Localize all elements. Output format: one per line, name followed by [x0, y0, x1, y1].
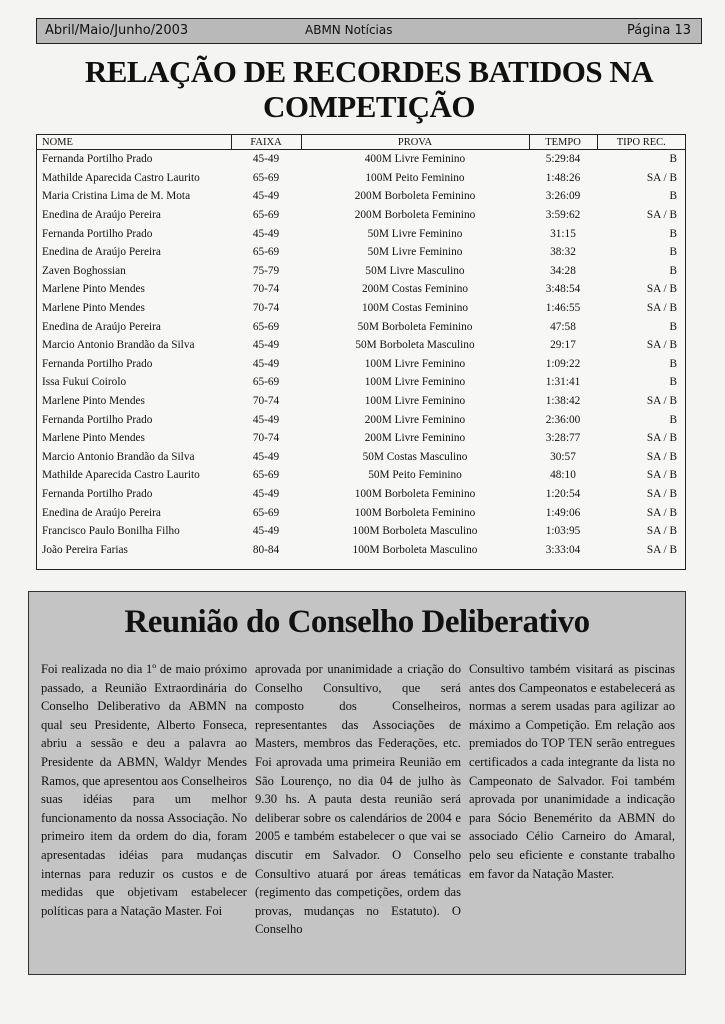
table-row [37, 522, 685, 541]
cell-nome: Fernanda Portilho Prado [42, 357, 153, 370]
cell-tipo: SA / B [646, 487, 677, 500]
cell-faixa: 65-69 [252, 209, 280, 222]
table-row [37, 429, 685, 448]
cell-tipo: SA / B [646, 525, 677, 538]
cell-tipo: B [669, 190, 677, 203]
cell-nome: Fernanda Portilho Prado [42, 487, 153, 500]
cell-prova: 200M Borboleta Feminino [354, 190, 476, 203]
cell-prova: 100M Livre Feminino [364, 376, 466, 389]
cell-tipo: B [669, 413, 677, 426]
cell-faixa: 70-74 [252, 283, 280, 296]
cell-tempo: 2:36:00 [545, 413, 581, 426]
cell-nome: Issa Fukui Coirolo [42, 376, 127, 389]
table-row [37, 262, 685, 281]
cell-tempo: 1:48:26 [545, 171, 581, 184]
cell-nome: Francisco Paulo Bonilha Filho [42, 525, 180, 538]
cell-faixa: 75-79 [252, 264, 280, 277]
cell-prova: 100M Borboleta Feminino [354, 487, 476, 500]
publication-name: ABMN Notícias [305, 23, 393, 37]
page-header [36, 18, 702, 44]
cell-prova: 100M Peito Feminino [365, 171, 465, 184]
table-row [37, 169, 685, 188]
cell-tempo: 1:46:55 [545, 302, 581, 315]
cell-faixa: 45-49 [252, 487, 280, 500]
cell-tipo: SA / B [646, 506, 677, 519]
table-row [37, 392, 685, 411]
article-column-3: Consultivo também visitará as piscinas antes dos Campeonatos e estabelecerá as normas a serem usadas para agilizar ao máximo a Competição. Em relação aos premiados do TOP TEN serão entregues certificados a cada integrante da lista no Campeonato de Salvador. Foi também aprovada por unanimidade a indicação para Sócio Benemérito da ABMN do associado Célio Carneiro do Amaral, pelo seu eficiente e constante trabalho em favor da Natação Master. [469, 662, 675, 881]
article-panel [28, 591, 686, 975]
cell-nome: Marlene Pinto Mendes [42, 395, 145, 408]
cell-nome: Zaven Boghossian [42, 264, 126, 277]
table-row [37, 373, 685, 392]
cell-prova: 100M Livre Feminino [364, 357, 466, 370]
cell-prova: 100M Livre Feminino [364, 395, 466, 408]
cell-prova: 400M Livre Feminino [364, 153, 466, 166]
col-header-tempo: TEMPO [529, 135, 597, 150]
table-row [37, 540, 685, 559]
cell-tipo: B [669, 357, 677, 370]
cell-faixa: 70-74 [252, 432, 280, 445]
cell-nome: João Pereira Farias [42, 543, 128, 556]
cell-tempo: 48:10 [550, 469, 576, 482]
cell-tipo: B [669, 264, 677, 277]
cell-faixa: 65-69 [252, 320, 280, 333]
cell-tempo: 38:32 [550, 246, 576, 259]
table-row [37, 448, 685, 467]
records-table-body [37, 150, 685, 560]
cell-tempo: 1:31:41 [545, 376, 581, 389]
cell-tipo: SA / B [646, 432, 677, 445]
cell-tipo: SA / B [646, 543, 677, 556]
cell-tipo: SA / B [646, 209, 677, 222]
cell-nome: Enedina de Araújo Pereira [42, 320, 161, 333]
cell-tipo: SA / B [646, 450, 677, 463]
cell-tipo: SA / B [646, 339, 677, 352]
table-header-row [37, 135, 685, 150]
cell-faixa: 65-69 [252, 506, 280, 519]
cell-nome: Marcio Antonio Brandão da Silva [42, 450, 195, 463]
col-header-prova: PROVA [301, 135, 529, 150]
table-row [37, 355, 685, 374]
cell-tempo: 3:33:04 [545, 543, 581, 556]
cell-prova: 50M Peito Feminino [368, 469, 462, 482]
cell-tempo: 31:15 [550, 227, 576, 240]
cell-faixa: 65-69 [252, 376, 280, 389]
cell-faixa: 45-49 [252, 227, 280, 240]
cell-tipo: SA / B [646, 395, 677, 408]
cell-nome: Fernanda Portilho Prado [42, 227, 153, 240]
title-line-1: RELAÇÃO DE RECORDES BATIDOS NA [84, 54, 654, 89]
cell-tempo: 1:03:95 [545, 525, 581, 538]
cell-tipo: B [669, 320, 677, 333]
table-row [37, 485, 685, 504]
col-header-nome: NOME [37, 135, 231, 150]
cell-faixa: 70-74 [252, 302, 280, 315]
cell-tempo: 5:29:84 [545, 153, 581, 166]
cell-faixa: 80-84 [252, 543, 280, 556]
cell-faixa: 45-49 [252, 153, 280, 166]
cell-faixa: 65-69 [252, 171, 280, 184]
cell-prova: 200M Livre Feminino [364, 413, 466, 426]
cell-prova: 50M Costas Masculino [362, 450, 468, 463]
cell-faixa: 45-49 [252, 339, 280, 352]
cell-faixa: 45-49 [252, 450, 280, 463]
cell-nome: Mathilde Aparecida Castro Laurito [42, 171, 200, 184]
records-table [37, 135, 685, 559]
col-header-tipo: TIPO REC. [597, 135, 685, 150]
issue-date: Abril/Maio/Junho/2003 [45, 23, 189, 38]
page-number: Página 13 [627, 23, 691, 38]
cell-faixa: 45-49 [252, 525, 280, 538]
cell-nome: Fernanda Portilho Prado [42, 413, 153, 426]
cell-tipo: SA / B [646, 283, 677, 296]
cell-tipo: SA / B [646, 171, 677, 184]
cell-tempo: 1:38:42 [545, 395, 581, 408]
cell-prova: 50M Livre Masculino [365, 264, 465, 277]
table-row [37, 243, 685, 262]
article-column-2: aprovada por unanimidade a criação do Conselho Consultivo, que será composto dos Conselheiros, representantes das Associações de Masters, membros das Federações, etc. Foi aprovada uma primeira Reunião em São Lourenço, no dia 04 de julho às 9.30 hs. A pauta desta reunião será deliberar sobre os calendários de 2004 e 2005 e também estabelecer o que vai se discutir em Salvador. O Conselho Consultivo atuará por áreas temáticas (regimento das competições, ordem das provas, mudanças no Estatuto). O Conselho [255, 662, 461, 937]
cell-prova: 100M Costas Feminino [361, 302, 469, 315]
cell-tipo: B [669, 246, 677, 259]
article-columns [41, 660, 675, 939]
table-row [37, 150, 685, 169]
cell-tipo: B [669, 153, 677, 166]
table-row [37, 336, 685, 355]
cell-prova: 50M Borboleta Masculino [355, 339, 475, 352]
cell-tempo: 1:09:22 [545, 357, 581, 370]
table-row [37, 503, 685, 522]
cell-tempo: 3:59:62 [545, 209, 581, 222]
cell-faixa: 65-69 [252, 246, 280, 259]
cell-nome: Enedina de Araújo Pereira [42, 246, 161, 259]
cell-nome: Enedina de Araújo Pereira [42, 506, 161, 519]
cell-tempo: 30:57 [550, 450, 576, 463]
table-row [37, 410, 685, 429]
cell-prova: 100M Borboleta Feminino [354, 506, 476, 519]
cell-prova: 100M Borboleta Masculino [352, 543, 478, 556]
cell-nome: Enedina de Araújo Pereira [42, 209, 161, 222]
cell-prova: 50M Livre Feminino [367, 227, 463, 240]
cell-tempo: 1:20:54 [545, 487, 581, 500]
cell-prova: 50M Livre Feminino [367, 246, 463, 259]
cell-prova: 50M Borboleta Feminino [357, 320, 473, 333]
cell-nome: Marcio Antonio Brandão da Silva [42, 339, 195, 352]
cell-prova: 100M Borboleta Masculino [352, 525, 478, 538]
title-line-2: COMPETIÇÃO [263, 89, 475, 124]
cell-tempo: 34:28 [550, 264, 576, 277]
cell-tempo: 3:28:77 [545, 432, 581, 445]
cell-nome: Maria Cristina Lima de M. Mota [42, 190, 191, 203]
cell-prova: 200M Borboleta Feminino [354, 209, 476, 222]
cell-tipo: SA / B [646, 469, 677, 482]
cell-nome: Marlene Pinto Mendes [42, 302, 145, 315]
table-row [37, 280, 685, 299]
cell-faixa: 45-49 [252, 190, 280, 203]
cell-faixa: 70-74 [252, 395, 280, 408]
col-header-faixa: FAIXA [231, 135, 301, 150]
cell-tempo: 1:49:06 [545, 506, 581, 519]
cell-prova: 200M Livre Feminino [364, 432, 466, 445]
cell-tipo: B [669, 227, 677, 240]
cell-faixa: 65-69 [252, 469, 280, 482]
records-table-box [36, 134, 686, 570]
cell-nome: Mathilde Aparecida Castro Laurito [42, 469, 200, 482]
article-column-1: Foi realizada no dia 1º de maio próximo passado, a Reunião Extraordinária do Conselho Deliberativo da ABMN na qual seu Presidente, Alberto Fonseca, abriu a sessão e deu a palavra ao Presidente da ABMN, Waldyr Mendes Ramos, que apresentou aos Conselheiros suas idéias para um melhor funcionamento da nossa Associação. No primeiro item da ordem do dia, foram apresentadas idéias para mudanças internas para reduzir os custos e de medidas que objetivam estabelecer políticas para a Natação Master. Foi [41, 662, 248, 918]
table-row [37, 206, 685, 225]
cell-prova: 200M Costas Feminino [361, 283, 469, 296]
cell-tempo: 47:58 [550, 320, 576, 333]
cell-nome: Marlene Pinto Mendes [42, 283, 145, 296]
cell-tempo: 3:48:54 [545, 283, 581, 296]
cell-nome: Fernanda Portilho Prado [42, 153, 153, 166]
cell-tipo: B [669, 376, 677, 389]
cell-faixa: 45-49 [252, 413, 280, 426]
table-row [37, 187, 685, 206]
table-row [37, 466, 685, 485]
page-title [36, 54, 702, 124]
article-title: Reunião do Conselho Deliberativo [124, 604, 590, 640]
table-row [37, 224, 685, 243]
table-row [37, 317, 685, 336]
cell-tempo: 29:17 [550, 339, 576, 352]
cell-faixa: 45-49 [252, 357, 280, 370]
cell-tipo: SA / B [646, 302, 677, 315]
table-row [37, 299, 685, 318]
cell-tempo: 3:26:09 [545, 190, 581, 203]
cell-nome: Marlene Pinto Mendes [42, 432, 145, 445]
